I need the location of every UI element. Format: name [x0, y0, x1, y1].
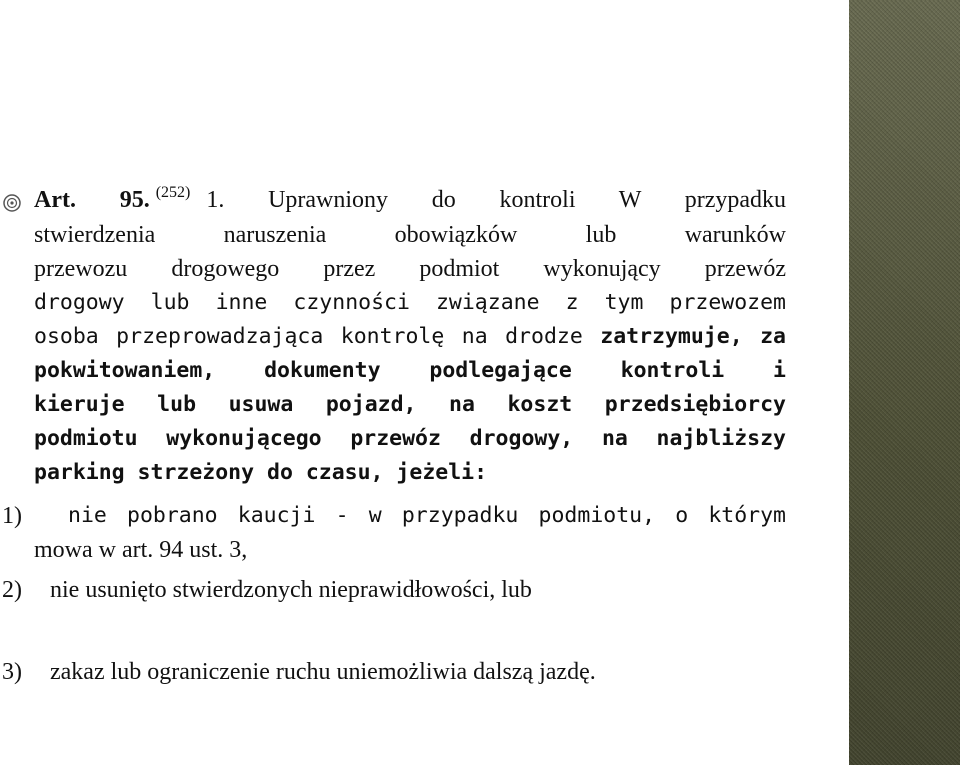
- article-label: Art. 95.: [34, 187, 150, 213]
- list-item-3-number: 3): [2, 659, 22, 685]
- article-text-line-5: [34, 320, 786, 354]
- article-text-line-2: stwierdzenia naruszenia obowiązków lub warunków: [34, 222, 786, 248]
- article-text-line-5-normal: osoba przeprowadzająca kontrolę na drodze: [34, 324, 583, 349]
- article-text-line-4: drogowy lub inne czynności związane z tym przewozem: [34, 290, 786, 315]
- list-item-2-text: nie usunięto stwierdzonych nieprawidłowości, lub: [50, 577, 532, 603]
- list-item-2-number: 2): [2, 577, 22, 603]
- article-text-line-5-bold: zatrzymuje, za: [600, 324, 786, 349]
- article-text-line-9: parking strzeżony do czasu, jeżeli:: [34, 460, 488, 485]
- list-item-3-text: zakaz lub ograniczenie ruchu uniemożliwia dalszą jazdę.: [50, 659, 596, 685]
- decorative-side-strip: [849, 0, 960, 765]
- paragraph-number: 1.: [206, 187, 225, 213]
- article-text-line-1: Uprawniony do kontroli W przypadku: [268, 187, 786, 213]
- article-text-line-6: pokwitowaniem, dokumenty podlegające kontroli i: [34, 358, 786, 383]
- list-item-1-number: 1): [2, 503, 22, 529]
- target-circle-bullet-icon: [2, 193, 22, 213]
- list-item-1-line-1: nie pobrano kaucji - w przypadku podmiotu, o którym: [68, 503, 786, 528]
- article-text-line-3: przewozu drogowego przez podmiot wykonujący przewóz: [34, 256, 786, 282]
- article-text-line-7: kieruje lub usuwa pojazd, na koszt przedsiębiorcy: [34, 392, 786, 417]
- list-item-1-line-2: mowa w art. 94 ust. 3,: [34, 537, 248, 563]
- article-text-line-8: podmiotu wykonującego przewóz drogowy, na najbliższy: [34, 426, 786, 451]
- article-heading-line: [34, 183, 786, 220]
- footnote-marker: (252): [155, 184, 191, 201]
